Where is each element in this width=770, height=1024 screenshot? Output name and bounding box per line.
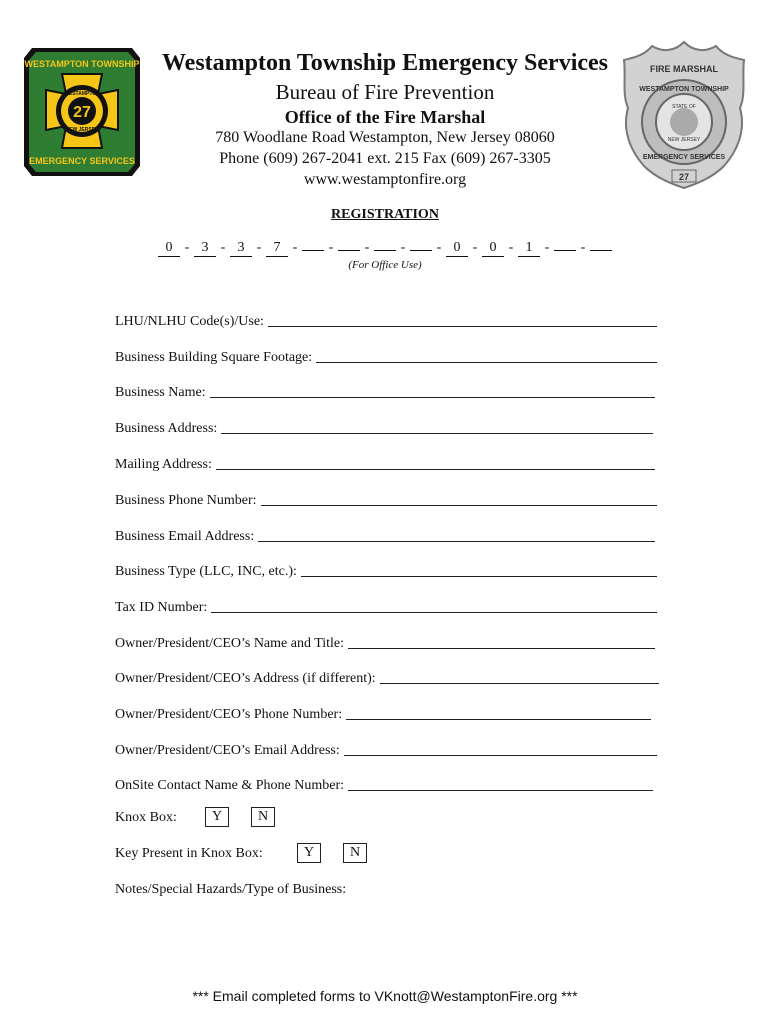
knox-box-no-checkbox[interactable]: N bbox=[251, 807, 275, 827]
form-field-input[interactable] bbox=[344, 755, 657, 756]
form-field-label: Business Email Address: bbox=[115, 529, 255, 544]
reg-number-dash: - bbox=[436, 240, 442, 255]
form-field-label: Tax ID Number: bbox=[115, 600, 208, 615]
form-field-row bbox=[115, 417, 653, 437]
form-field-label: Business Building Square Footage: bbox=[115, 350, 313, 365]
form-field-label: Owner/President/CEO’s Address (if different): bbox=[115, 671, 376, 686]
reg-number-segment[interactable] bbox=[338, 250, 360, 251]
reg-number-dash: - bbox=[256, 240, 262, 255]
form-field-input[interactable] bbox=[346, 719, 651, 720]
reg-number-segment[interactable] bbox=[410, 250, 432, 251]
website-link[interactable]: www.westamptonfire.org bbox=[303, 171, 467, 188]
key-present-no-checkbox[interactable]: N bbox=[343, 843, 367, 863]
reg-number-segment[interactable]: 3 bbox=[230, 240, 252, 257]
form-field-input[interactable] bbox=[316, 362, 657, 363]
knox-box-label: Knox Box: bbox=[115, 810, 177, 825]
form-field-row bbox=[115, 489, 657, 509]
form-field-label: Mailing Address: bbox=[115, 457, 212, 472]
form-field-label: Business Type (LLC, INC, etc.): bbox=[115, 564, 297, 579]
registration-number bbox=[0, 240, 770, 257]
reg-number-dash: - bbox=[508, 240, 514, 255]
form-field-label: Business Phone Number: bbox=[115, 493, 257, 508]
form-field-input[interactable] bbox=[348, 790, 653, 791]
form-field-row bbox=[115, 453, 655, 473]
notes-label: Notes/Special Hazards/Type of Business: bbox=[115, 882, 347, 897]
form-field-row bbox=[115, 739, 657, 759]
reg-number-dash: - bbox=[544, 240, 550, 255]
form-field-input[interactable] bbox=[210, 397, 655, 398]
form-field-row bbox=[115, 774, 653, 794]
form-field-label: OnSite Contact Name & Phone Number: bbox=[115, 778, 345, 793]
form-field-label: Business Address: bbox=[115, 421, 218, 436]
knox-box-row bbox=[115, 809, 269, 832]
reg-number-dash: - bbox=[292, 240, 298, 255]
form-field-row bbox=[115, 346, 657, 366]
reg-number-dash: - bbox=[328, 240, 334, 255]
reg-number-segment[interactable] bbox=[590, 250, 612, 251]
form-field-label: Owner/President/CEO’s Phone Number: bbox=[115, 707, 343, 722]
form-field-label: Owner/President/CEO’s Email Address: bbox=[115, 743, 340, 758]
reg-number-segment[interactable]: 0 bbox=[446, 240, 468, 257]
reg-number-dash: - bbox=[220, 240, 226, 255]
logo-inner-top: WESTAMPTON bbox=[64, 91, 100, 97]
reg-number-dash: - bbox=[364, 240, 370, 255]
phone-line: Phone (609) 267-2041 ext. 215 Fax (609) 267-3305 bbox=[219, 150, 551, 167]
address-line: 780 Woodlane Road Westampton, New Jersey 08060 bbox=[215, 129, 555, 146]
office-use-note: (For Office Use) bbox=[348, 259, 422, 271]
form-field-input[interactable] bbox=[380, 683, 659, 684]
reg-number-segment[interactable] bbox=[302, 250, 324, 251]
badge-inner-bottom: NEW JERSEY bbox=[667, 137, 701, 143]
logo-number: 27 bbox=[73, 104, 91, 121]
key-present-label: Key Present in Knox Box: bbox=[115, 846, 263, 861]
reg-number-dash: - bbox=[184, 240, 190, 255]
badge-top-text: FIRE MARSHAL bbox=[650, 64, 718, 74]
form-field-input[interactable] bbox=[216, 469, 655, 470]
form-title: REGISTRATION bbox=[331, 207, 439, 222]
badge-inner-top: STATE OF bbox=[672, 104, 696, 110]
badge-number: 27 bbox=[678, 172, 690, 182]
form-field-input[interactable] bbox=[301, 576, 657, 577]
reg-number-dash: - bbox=[400, 240, 406, 255]
knox-box-yes-checkbox[interactable]: Y bbox=[205, 807, 229, 827]
key-present-row bbox=[115, 845, 361, 868]
reg-number-dash: - bbox=[472, 240, 478, 255]
form-field-input[interactable] bbox=[258, 541, 655, 542]
office-name: Office of the Fire Marshal bbox=[284, 107, 486, 127]
organization-name: Westampton Township Emergency Services bbox=[161, 50, 608, 76]
form-field-row bbox=[115, 703, 651, 723]
form-field-label: LHU/NLHU Code(s)/Use: bbox=[115, 314, 264, 329]
form-field-row bbox=[115, 310, 657, 330]
reg-number-segment[interactable] bbox=[374, 250, 396, 251]
logo-top-text: WESTAMPTON TOWNSHIP bbox=[24, 59, 140, 69]
reg-number-segment[interactable]: 1 bbox=[518, 240, 540, 257]
form-field-row bbox=[115, 667, 659, 687]
reg-number-dash: - bbox=[580, 240, 586, 255]
form-field-row bbox=[115, 525, 655, 545]
reg-number-segment[interactable]: 0 bbox=[158, 240, 180, 257]
form-field-row bbox=[115, 560, 657, 580]
reg-number-segment[interactable]: 3 bbox=[194, 240, 216, 257]
reg-number-segment[interactable]: 7 bbox=[266, 240, 288, 257]
badge-ring-bottom: EMERGENCY SERVICES bbox=[642, 154, 726, 161]
form-field-row bbox=[115, 381, 655, 401]
reg-number-segment[interactable] bbox=[554, 250, 576, 251]
form-field-input[interactable] bbox=[211, 612, 657, 613]
form-field-row bbox=[115, 596, 657, 616]
key-present-yes-checkbox[interactable]: Y bbox=[297, 843, 321, 863]
logo-inner-bottom: NEW JERSEY bbox=[65, 127, 99, 133]
form-field-row bbox=[115, 632, 655, 652]
logo-bottom-text: EMERGENCY SERVICES bbox=[29, 156, 135, 166]
badge-ring-top: WESTAMPTON TOWNSHIP bbox=[639, 86, 729, 93]
footer-note: *** Email completed forms to VKnott@WestamptonFire.org *** bbox=[192, 988, 578, 1004]
bureau-name: Bureau of Fire Prevention bbox=[275, 80, 495, 104]
form-field-input[interactable] bbox=[268, 326, 657, 327]
form-field-input[interactable] bbox=[221, 433, 653, 434]
form-field-label: Owner/President/CEO’s Name and Title: bbox=[115, 636, 345, 651]
form-field-input[interactable] bbox=[261, 505, 657, 506]
form-field-label: Business Name: bbox=[115, 385, 206, 400]
form-field-input[interactable] bbox=[348, 648, 655, 649]
reg-number-segment[interactable]: 0 bbox=[482, 240, 504, 257]
